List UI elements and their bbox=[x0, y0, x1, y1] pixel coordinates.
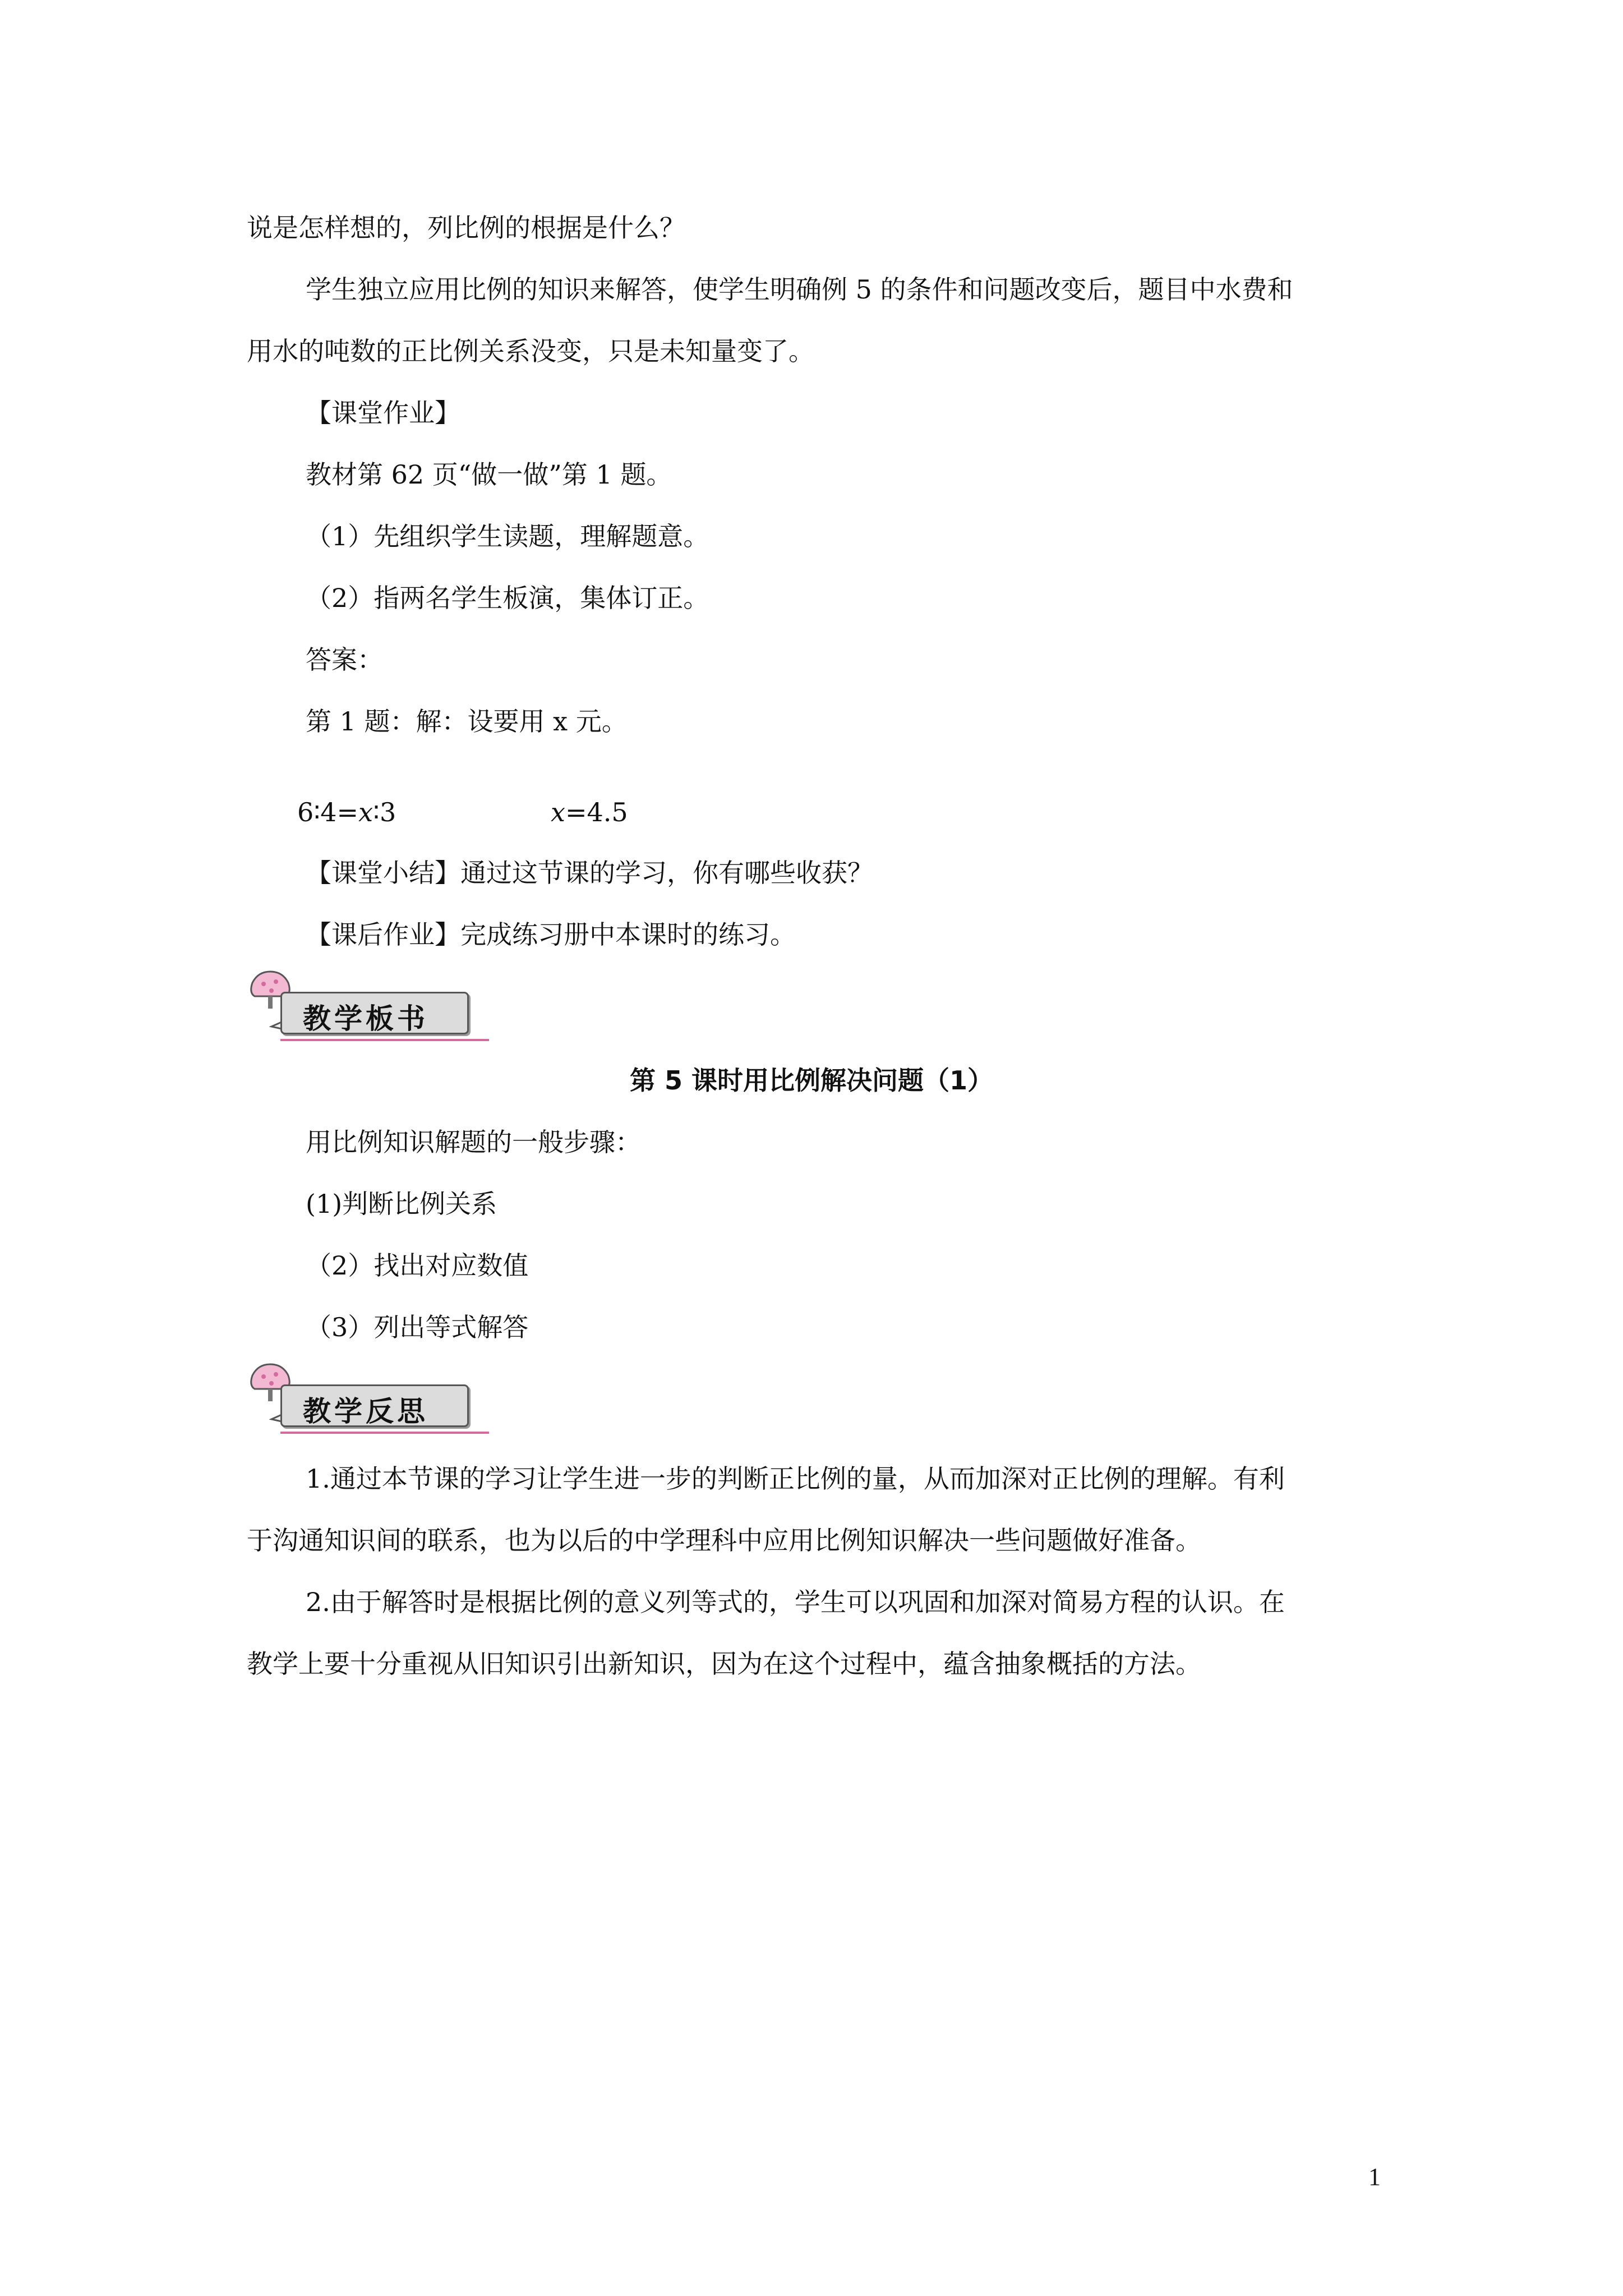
section-title: 第 5 课时用比例解决问题（1） bbox=[629, 1065, 994, 1096]
badge-underline bbox=[280, 1432, 489, 1434]
equation-right: x=4.5 bbox=[551, 797, 628, 827]
text-line: 说是怎样想的，列比例的根据是什么？ bbox=[247, 213, 685, 243]
text-line: （2）找出对应数值 bbox=[306, 1250, 529, 1281]
page-number: 1 bbox=[1368, 2163, 1381, 2191]
badge-title: 教学板书 bbox=[303, 1002, 428, 1035]
equation-left: 6∶4=x∶3 bbox=[297, 797, 396, 827]
text-line: 用水的吨数的正比例关系没变，只是未知量变了。 bbox=[247, 336, 814, 366]
text-line: 教学上要十分重视从旧知识引出新知识，因为在这个过程中，蕴含抽象概括的方法。 bbox=[247, 1649, 1201, 1679]
text-line: 1.通过本节课的学习让学生进一步的判断正比例的量，从而加深对正比例的理解。有利 bbox=[306, 1464, 1285, 1494]
text-line: 第 1 题：解：设要用 x 元。 bbox=[306, 706, 628, 737]
text-line: 用比例知识解题的一般步骤： bbox=[306, 1127, 641, 1157]
badge-underline bbox=[280, 1039, 489, 1041]
text-line: (1)判断比例关系 bbox=[306, 1189, 497, 1219]
text-line: （1）先组织学生读题，理解题意。 bbox=[306, 521, 709, 551]
section-header-banshu bbox=[236, 970, 494, 1055]
text-line: 答案： bbox=[306, 645, 383, 675]
text-line: （2）指两名学生板演，集体订正。 bbox=[306, 583, 709, 613]
badge-title: 教学反思 bbox=[303, 1395, 428, 1428]
text-line: 学生独立应用比例的知识来解答，使学生明确例 5 的条件和问题改变后，题目中水费和 bbox=[306, 274, 1293, 305]
text-line: 教材第 62 页“做一做”第 1 题。 bbox=[306, 459, 672, 490]
text-line: （3）列出等式解答 bbox=[306, 1312, 529, 1342]
text-line: 于沟通知识间的联系，也为以后的中学理科中应用比例知识解决一些问题做好准备。 bbox=[247, 1525, 1201, 1556]
section-header-fansi bbox=[236, 1363, 494, 1447]
section-label: 【课堂作业】 bbox=[306, 398, 460, 428]
section-label: 【课堂小结】通过这节课的学习，你有哪些收获？ bbox=[306, 858, 873, 888]
section-label: 【课后作业】完成练习册中本课时的练习。 bbox=[306, 919, 796, 950]
text-line: 2.由于解答时是根据比例的意义列等式的，学生可以巩固和加深对简易方程的认识。在 bbox=[306, 1587, 1285, 1617]
